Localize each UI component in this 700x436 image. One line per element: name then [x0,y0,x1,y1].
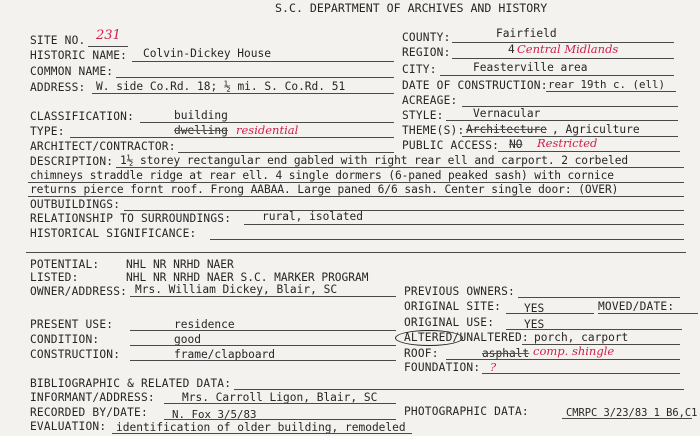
relationship-label: RELATIONSHIP TO SURROUNDINGS: [30,212,232,225]
orig-site-value: YES [524,302,545,315]
date-line [546,91,676,92]
common-name-label: COMMON NAME: [30,65,114,78]
architect-line [178,152,394,153]
city-line [440,75,674,76]
region-handwritten: Central Midlands [517,42,619,56]
moved-line [598,313,698,314]
style-label: STYLE: [402,109,444,122]
region-label: REGION: [402,46,451,59]
potential-label: POTENTIAL: [30,258,100,271]
listed-label: LISTED: [30,271,79,284]
evaluation-label: EVALUATION: [30,420,107,433]
common-name-line [116,77,394,78]
city-value: Feasterville area [473,61,588,74]
construction-value: frame/clapboard [174,348,276,361]
address-label: ADDRESS: [30,81,86,94]
photo-value: CMRPC 3/23/83 1 B6,C1 [566,407,698,419]
address-line [92,93,394,94]
listed-options: NHL NR NRHD NAER S.C. MARKER PROGRAM [126,271,369,284]
site-no-value: 231 [96,28,121,43]
biblio-label: BIBLIOGRAPHIC & RELATED DATA: [30,377,232,390]
roof-struck: asphalt [482,347,530,360]
access-handwritten: Restricted [537,136,598,150]
moved-label: MOVED/DATE: [598,300,675,313]
historic-name-label: HISTORIC NAME: [30,49,128,62]
historic-name-line [132,61,394,62]
condition-value: good [174,333,201,346]
roof-label: ROOF: [404,347,439,360]
type-struck: dwelling [174,124,228,137]
recorded-value: N. Fox 3/5/83 [172,408,257,421]
owner-value: Mrs. William Dickey, Blair, SC [135,283,338,296]
description-line-2: chimneys straddle ridge at rear ell. 4 single dormers (6-paned peaked sash) with cornice [30,169,614,182]
county-value: Fairfield [496,27,557,40]
site-no-line [88,46,128,47]
address-value: W. side Co.Rd. 18; ½ mi. S. Co.Rd. 51 [96,80,346,93]
date-value: rear 19th c. (ell) [548,78,666,91]
construction-label: CONSTRUCTION: [30,348,121,361]
region-line [452,58,674,59]
present-use-label: PRESENT USE: [30,318,114,331]
site-no-label: SITE NO. [30,34,86,47]
orig-site-line [506,313,594,314]
condition-line [130,345,396,346]
condition-label: CONDITION: [30,333,100,346]
potential-options: NHL NR NRHD NAER [126,258,234,271]
present-use-line [130,330,396,331]
description-label: DESCRIPTION: [30,155,114,168]
access-label: PUBLIC ACCESS: [402,139,500,152]
style-line [446,120,678,121]
access-struck: NO [509,138,523,151]
theme-struck: Architecture [466,123,547,136]
access-line [498,151,680,152]
orig-use-line [506,329,682,330]
relationship-line [244,224,684,225]
county-label: COUNTY: [402,31,451,44]
orig-use-value: YES [524,318,545,331]
photo-label: PHOTOGRAPHIC DATA: [404,405,529,418]
region-number: 4 [508,43,515,56]
type-handwritten: residential [236,123,299,137]
altered-label: ALTERED/UNALTERED: [404,331,529,344]
informant-value: Mrs. Carroll Ligon, Blair, SC [182,391,378,404]
type-line [70,137,394,138]
prev-owners-line [518,297,680,298]
form-header: S.C. DEPARTMENT OF ARCHIVES AND HISTORY [275,1,548,15]
construction-line [130,360,396,361]
date-label: DATE OF CONSTRUCTION: [402,79,548,92]
orig-use-label: ORIGINAL USE: [404,316,495,329]
foundation-line [482,373,680,374]
description-rule-1 [116,167,684,168]
prev-owners-label: PREVIOUS OWNERS: [404,285,515,298]
owner-line [130,296,396,297]
altered-value: porch, carport [534,331,629,344]
description-line-1: 1½ storey rectangular end gabled with right rear ell and carport. 2 corbeled [120,154,629,167]
theme-rest: , Agriculture [552,123,640,136]
city-label: CITY: [402,63,437,76]
classification-label: CLASSIFICATION: [30,110,135,123]
outbuildings-line [124,210,684,211]
photo-line [562,418,692,419]
relationship-value: rural, isolated [262,210,364,223]
outbuildings-label: OUTBUILDINGS: [30,198,121,211]
foundation-label: FOUNDATION: [404,361,481,374]
biblio-line [234,389,684,390]
foundation-value: ? [490,360,497,374]
significance-label: HISTORICAL SIGNIFICANCE: [30,227,197,240]
recorded-label: RECORDED BY/DATE: [30,406,148,419]
informant-label: INFORMANT/ADDRESS: [30,391,155,404]
roof-handwritten: comp. shingle [533,344,615,358]
acreage-label: ACREAGE: [402,94,458,107]
evaluation-value: identification of older building, remodeled [116,421,406,434]
recorded-line [164,419,396,420]
roof-line [446,359,680,360]
present-use-value: residence [174,318,235,331]
architect-label: ARCHITECT/CONTRACTOR: [30,140,176,153]
significance-line [210,239,684,240]
description-line-3: returns pierce fornt roof. Frong AABAA. Large paned 6/6 sash. Center single door: (OVER) [30,183,619,196]
style-value: Vernacular [473,107,541,120]
owner-label: OWNER/ADDRESS: [30,285,128,298]
type-label: TYPE: [30,125,65,138]
informant-line [164,403,396,404]
description-rule-3 [28,196,684,197]
section-divider [26,252,686,253]
classification-value: building [174,109,228,122]
evaluation-line [112,433,412,434]
historic-name-value: Colvin-Dickey House [143,47,271,60]
orig-site-label: ORIGINAL SITE: [404,300,502,313]
themes-label: THEME(S): [402,124,465,137]
